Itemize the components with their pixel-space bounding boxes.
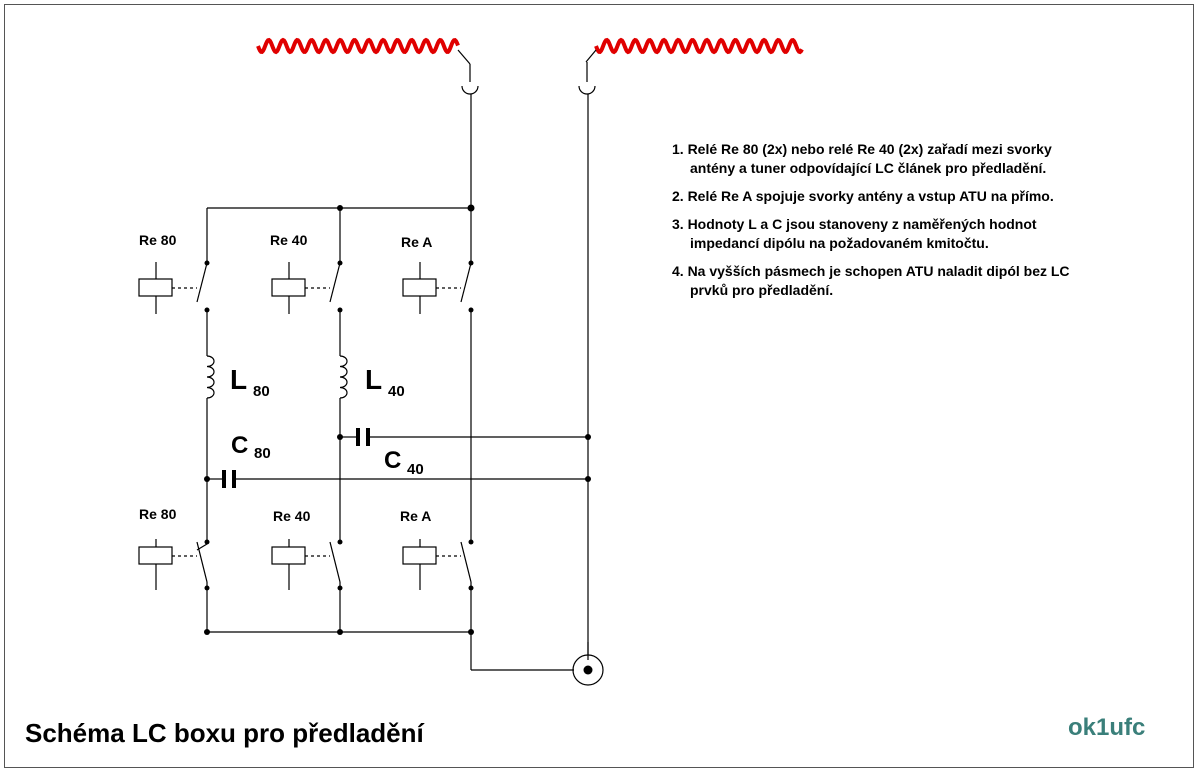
diagram-title: Schéma LC boxu pro předladění: [25, 718, 424, 748]
label-c80-sub: 80: [254, 445, 271, 462]
relay-label-top-re40: Re 40: [270, 232, 308, 248]
relay-coil-bottom-re80: [139, 539, 197, 590]
coax-center-dot: [584, 666, 593, 675]
capacitor-c80: [224, 470, 234, 488]
relay-coils: [139, 262, 461, 590]
antenna-right: [596, 40, 802, 52]
notes-list: [672, 140, 1172, 309]
note-2: 2. Relé Re A spojuje svorky antény a vstup ATU na přímo.: [672, 188, 1054, 204]
relay-coil-top-rea: [403, 262, 461, 314]
relay-label-bottom-rea: Re A: [400, 508, 432, 524]
relay-label-top-rea: Re A: [401, 234, 433, 250]
label-l80-sub: 80: [253, 383, 270, 400]
label-c80-main: C: [231, 432, 249, 459]
author-signature: ok1ufc: [1068, 714, 1146, 741]
capacitor-c40: [358, 428, 368, 446]
label-c40-sub: 40: [407, 461, 424, 478]
relay-label-top-re80: Re 80: [139, 232, 177, 248]
inductor-l80: [207, 356, 214, 398]
label-c40-main: C: [384, 447, 402, 474]
relay-coil-bottom-re40: [272, 539, 330, 590]
relay-label-bottom-re80: Re 80: [139, 506, 177, 522]
relay-label-bottom-re40: Re 40: [273, 508, 311, 524]
relay-coil-top-re40: [272, 262, 330, 314]
relay-coil-top-re80: [139, 262, 197, 314]
antenna-left: [258, 40, 458, 52]
label-l40-sub: 40: [388, 383, 405, 400]
junction-dots: [204, 205, 591, 636]
note-1: 1. Relé Re 80 (2x) nebo relé Re 40 (2x) zařadí mezi svorky antény a tuner odpovídající LC článek pro předladění.: [672, 141, 1052, 176]
label-l40-main: L: [365, 364, 383, 395]
inductor-l40: [340, 356, 347, 398]
wiring: [197, 50, 603, 685]
note-4: 4. Na vyšších pásmech je schopen ATU naladit dipól bez LC prvků pro předladění.: [672, 263, 1070, 298]
note-3: 3. Hodnoty L a C jsou stanoveny z naměřených hodnot impedancí dipólu na požadovaném kmitočtu.: [672, 216, 1037, 251]
label-l80-main: L: [230, 364, 248, 395]
relay-coil-bottom-rea: [403, 539, 461, 590]
